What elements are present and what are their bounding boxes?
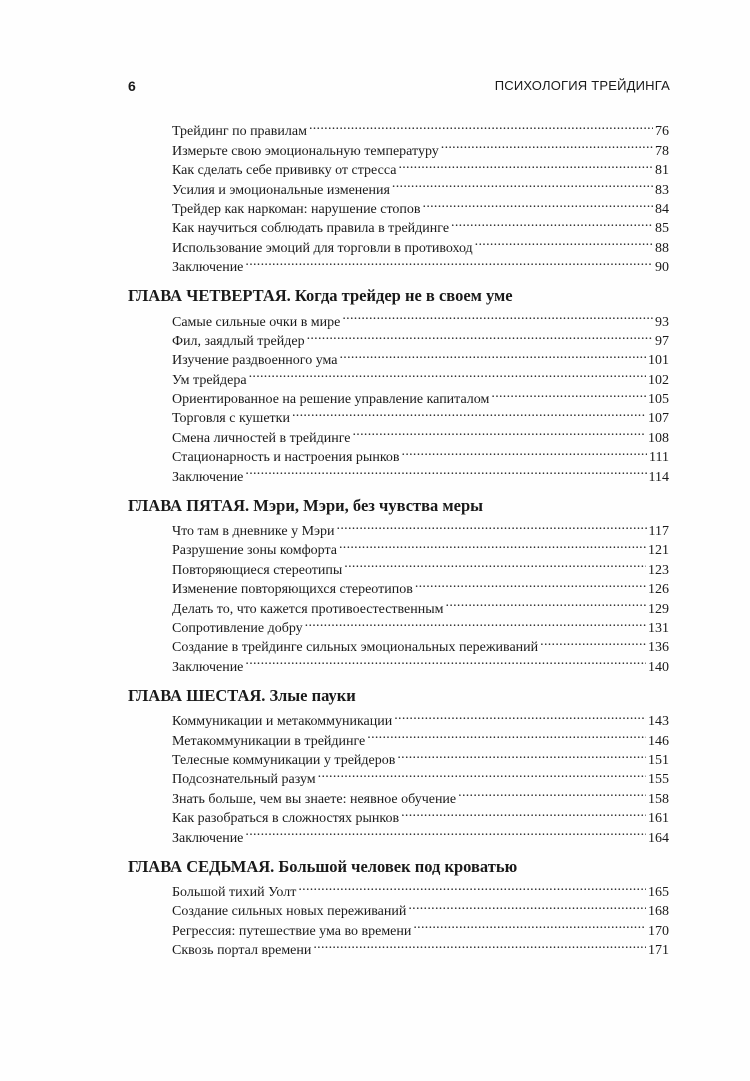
toc-entry-title: Большой тихий Уолт: [172, 884, 297, 900]
toc-entry-title: Повторяющиеся стереотипы: [172, 562, 343, 578]
dot-leader: [392, 174, 653, 193]
dot-leader: [342, 306, 653, 325]
toc-entry-page: 101: [648, 353, 669, 369]
toc-entry-title: Коммуникации и метакоммуникации: [172, 714, 393, 730]
toc-section-continued: [128, 116, 669, 276]
toc-entry-page: 102: [648, 372, 669, 388]
toc-entry-title: Сопротивление добру: [172, 620, 303, 636]
toc-entry-title: Как разобраться в сложностях рынков: [172, 811, 400, 827]
toc-entry-page: 151: [648, 752, 669, 768]
dot-leader: [415, 574, 646, 593]
toc-entry-title: Создание в трейдинге сильных эмоциональных переживаний: [172, 640, 539, 656]
toc-entry-title: Трейдинг по правилам: [172, 124, 307, 140]
toc-entry-title: Разрушение зоны комфорта: [172, 543, 337, 559]
toc-entry-title: Заключение: [172, 469, 244, 485]
dot-leader: [540, 632, 646, 651]
toc-entry-title: Сквозь портал времени: [172, 943, 312, 959]
toc-entry-title: Как сделать себе прививку от стресса: [172, 163, 397, 179]
toc-entry-title: Знать больше, чем вы знаете: неявное обучение: [172, 791, 457, 807]
toc-entry-page: 126: [648, 582, 669, 598]
dot-leader: [367, 725, 646, 744]
toc-entry[interactable]: [172, 877, 669, 900]
toc-entry-page: 88: [655, 240, 669, 256]
toc-chapter-5: [128, 495, 669, 675]
toc-entry-title: Метакоммуникации в трейдинге: [172, 733, 366, 749]
toc-entry-title: Изучение раздвоенного ума: [172, 353, 338, 369]
toc-entry-page: 83: [655, 182, 669, 198]
toc-entry-page: 90: [655, 260, 669, 276]
dot-leader: [402, 442, 648, 461]
dot-leader: [353, 422, 647, 441]
dot-leader: [401, 803, 646, 822]
dot-leader: [339, 535, 646, 554]
dot-leader: [249, 364, 646, 383]
toc-entry[interactable]: [172, 306, 669, 330]
toc-entry-page: 85: [655, 221, 669, 237]
toc-entry-title: Усилия и эмоциональные изменения: [172, 182, 390, 198]
toc-entry-title: Измерьте свою эмоциональную температуру: [172, 143, 439, 159]
dot-leader: [441, 135, 653, 154]
dot-leader: [491, 384, 646, 403]
toc-entry-title: Трейдер как наркоман: нарушение стопов: [172, 201, 421, 217]
dot-leader: [245, 651, 646, 670]
toc-entry-page: 168: [648, 904, 669, 920]
toc-entry-page: 158: [648, 791, 669, 807]
running-head: [128, 78, 670, 98]
toc-entry-page: 143: [648, 714, 669, 730]
dot-leader: [475, 232, 653, 251]
dot-leader: [298, 877, 646, 896]
toc-entry-title: Заключение: [172, 659, 244, 675]
toc-entry-page: 146: [648, 733, 669, 749]
dot-leader: [339, 345, 646, 364]
toc-entry-page: 155: [648, 772, 669, 788]
toc-entry[interactable]: [172, 252, 669, 276]
dot-leader: [292, 403, 646, 422]
toc-entry-page: 161: [648, 811, 669, 827]
toc-entry-title: Как научиться соблюдать правила в трейдинге: [172, 221, 450, 237]
dot-leader: [344, 554, 646, 573]
toc-entry-title: Смена личностей в трейдинге: [172, 430, 351, 446]
toc-entry-title: Ум трейдера: [172, 372, 247, 388]
toc-entry-title: Заключение: [172, 260, 244, 276]
dot-leader: [309, 116, 653, 135]
toc-entry-page: 114: [648, 469, 669, 485]
chapter-heading[interactable]: ГЛАВА СЕДЬМАЯ. Большой человек под кроватью: [128, 856, 518, 876]
toc-entry-title: Подсознательный разум: [172, 772, 316, 788]
chapter-heading[interactable]: ГЛАВА ШЕСТАЯ. Злые пауки: [128, 685, 356, 705]
toc-entry-title: Создание сильных новых переживаний: [172, 904, 407, 920]
toc-entry-page: 93: [655, 314, 669, 330]
chapter-heading[interactable]: ГЛАВА ПЯТАЯ. Мэри, Мэри, без чувства меры: [128, 495, 484, 515]
toc-entry[interactable]: [172, 516, 669, 540]
toc-entry-page: 78: [655, 143, 669, 159]
toc-chapter-4: [128, 286, 669, 485]
toc-entry-page: 107: [648, 411, 669, 427]
toc-entry-page: 97: [655, 333, 669, 349]
toc-entry-page: 136: [648, 640, 669, 656]
toc-entry[interactable]: [172, 822, 669, 846]
dot-leader: [446, 593, 646, 612]
dot-leader: [313, 935, 646, 954]
dot-leader: [397, 745, 646, 764]
toc-entry-page: 164: [648, 830, 669, 846]
toc-entry-page: 105: [648, 392, 669, 408]
toc-entry-page: 76: [655, 124, 669, 140]
dot-leader: [408, 896, 646, 915]
dot-leader: [394, 706, 646, 725]
toc-entry-title: Стационарность и настроения рынков: [172, 450, 400, 466]
dot-leader: [318, 764, 646, 783]
toc-entry-title: Телесные коммуникации у трейдеров: [172, 752, 396, 768]
table-of-contents: [128, 116, 669, 959]
dot-leader: [305, 613, 646, 632]
toc-entry-title: Фил, заядлый трейдер: [172, 333, 305, 349]
toc-entry[interactable]: [172, 461, 669, 485]
toc-entry-page: 108: [648, 430, 669, 446]
toc-entry-title: Делать то, что кажется противоестественным: [172, 601, 444, 617]
dot-leader: [245, 461, 646, 480]
toc-entry[interactable]: [172, 651, 669, 675]
toc-entry-page: 140: [648, 659, 669, 675]
toc-entry-title: Регрессия: путешествие ума во времени: [172, 923, 412, 939]
toc-entry-page: 165: [648, 884, 669, 900]
toc-entry-page: 131: [648, 620, 669, 636]
toc-entry-page: 81: [655, 163, 669, 179]
dot-leader: [451, 213, 653, 232]
dot-leader: [307, 326, 653, 345]
book-title: ПСИХОЛОГИЯ ТРЕЙДИНГА: [494, 78, 670, 93]
dot-leader: [245, 822, 646, 841]
toc-entry[interactable]: [172, 706, 669, 730]
toc-chapter-7: [128, 856, 669, 959]
page-number: 6: [128, 78, 136, 94]
toc-entry-page: 111: [649, 450, 669, 466]
toc-entry-page: 121: [648, 543, 669, 559]
toc-entry-page: 170: [648, 923, 669, 939]
toc-entry-page: 123: [648, 562, 669, 578]
toc-entry[interactable]: [172, 116, 669, 140]
dot-leader: [413, 915, 646, 934]
dot-leader: [458, 783, 646, 802]
dot-leader: [245, 252, 653, 271]
toc-entry-title: Торговля с кушетки: [172, 411, 290, 427]
chapter-heading[interactable]: ГЛАВА ЧЕТВЕРТАЯ. Когда трейдер не в своем уме: [128, 286, 513, 306]
toc-entry-title: Ориентированное на решение управление капиталом: [172, 392, 490, 408]
toc-entry-title: Самые сильные очки в мире: [172, 314, 341, 330]
toc-entry-title: Изменение повторяющихся стереотипов: [172, 582, 413, 598]
dot-leader: [423, 194, 653, 213]
toc-entry-page: 171: [648, 943, 669, 959]
toc-chapter-6: [128, 685, 669, 846]
toc-entry-title: Что там в дневнике у Мэри: [172, 524, 335, 540]
dot-leader: [398, 155, 653, 174]
toc-entry-title: Заключение: [172, 830, 244, 846]
toc-entry-page: 129: [648, 601, 669, 617]
dot-leader: [337, 516, 647, 535]
toc-entry-title: Использование эмоций для торговли в противоход: [172, 240, 473, 256]
toc-entry-page: 117: [648, 524, 669, 540]
toc-entry-page: 84: [655, 201, 669, 217]
